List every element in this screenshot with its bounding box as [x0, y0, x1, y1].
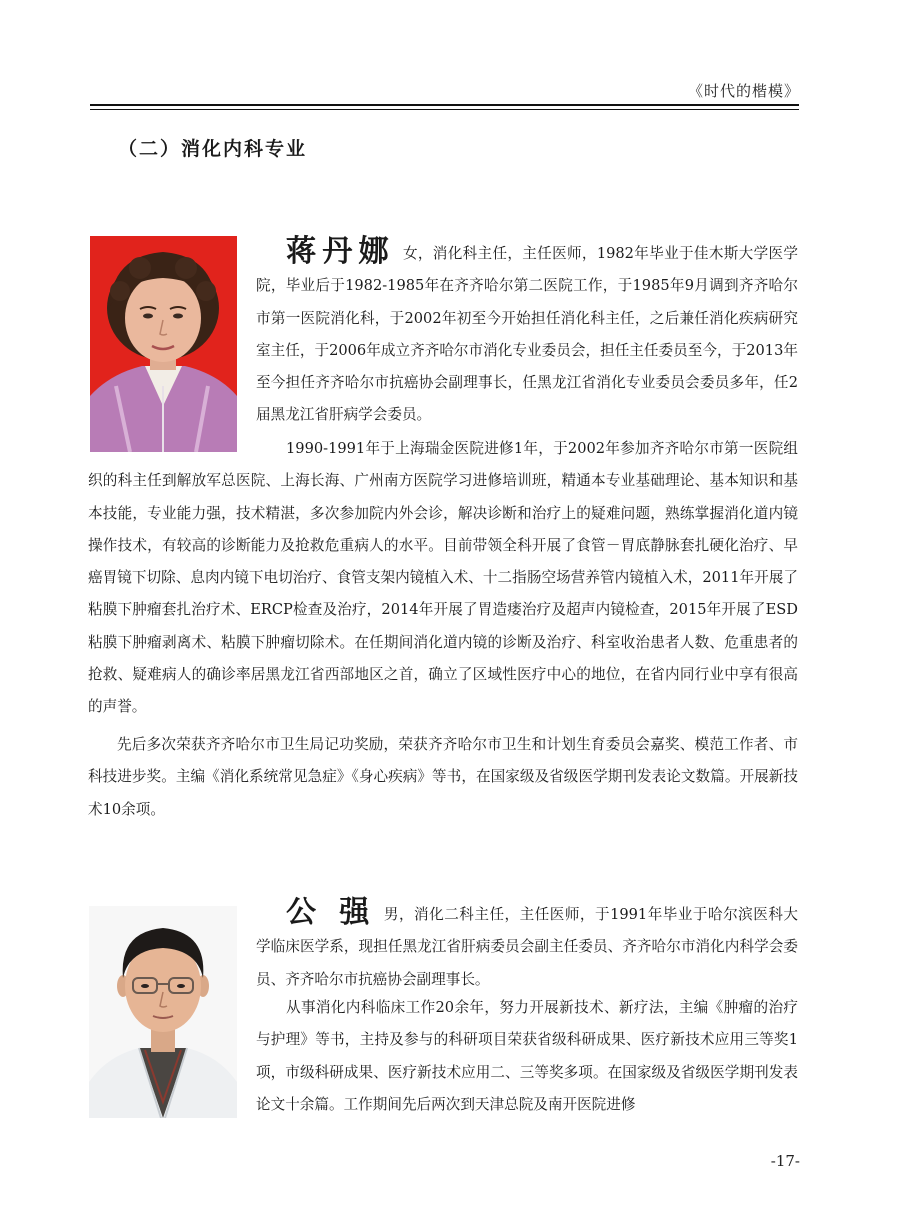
profile-1-name: 蒋丹娜	[286, 234, 395, 269]
portrait-illustration	[90, 236, 237, 452]
profile-2-paragraph-2: 从事消化内科临床工作20余年，努力开展新技术、新疗法，主编《肿瘤的治疗与护理》等书，主持及参与的科研项目荣获省级科研成果、医疗新技术应用三等奖1项，市级科研成果、医疗新技术应用二、三等奖多项。在国家级及省级医学期刊发表论文十余篇。工作期间先后两次到天津总院及南开医院进修	[256, 999, 798, 1113]
profile-1-paragraph-3: 先后多次荣获齐齐哈尔市卫生局记功奖励，荣获齐齐哈尔市卫生和计划生育委员会嘉奖、模范工作者、市科技进步奖。主编《消化系统常见急症》《身心疾病》等书，在国家级及省级医学期刊发表论文数篇。开展新技术10余项。	[88, 736, 798, 818]
running-header-title: 《时代的楷模》	[687, 82, 800, 100]
profile-2-intro-paragraph	[256, 897, 798, 996]
profile-1-intro-paragraph	[256, 236, 798, 432]
portrait-illustration	[89, 906, 237, 1118]
section-heading: （二）消化内科专业	[118, 138, 308, 160]
profile-2-intro-text: 男，消化二科主任，主任医师，于1991年毕业于哈尔滨医科大学临床医学系，现担任黑龙江省肝病委员会副主任委员、齐齐哈尔市消化内科学会委员、齐齐哈尔市抗癌协会副理事长。	[256, 906, 798, 988]
profile-1-paragraph-2: 1990-1991年于上海瑞金医院进修1年，于2002年参加齐齐哈尔市第一医院组织的科主任到解放军总医院、上海长海、广州南方医院学习进修培训班，精通本专业基础理论、基本知识和基本技能，专业能力强，技术精湛，多次参加院内外会诊，解决诊断和治疗上的疑难问题，熟练掌握消化道内镜操作技术，有较高的诊断能力及抢救危重病人的水平。目前带领全科开展了食管－胃底静脉套扎硬化治疗、早癌胃镜下切除、息肉内镜下电切治疗、食管支架内镜植入术、十二指肠空场营养管内镜植入术，2011年开展了粘膜下肿瘤套扎治疗术、ERCP检查及治疗，2014年开展了胃造瘘治疗及超声内镜检查，2015年开展了ESD粘膜下肿瘤剥离术、粘膜下肿瘤切除术。在任期间消化道内镜的诊断及治疗、科室收治患者人数、危重患者的抢救、疑难病人的确诊率居黑龙江省西部地区之首，确立了区域性医疗中心的地位，在省内同行业中享有很高的声誉。	[88, 440, 798, 716]
profile-2-name: 公 强	[286, 895, 376, 930]
profile-1-intro-text: 女，消化科主任，主任医师，1982年毕业于佳木斯大学医学院，毕业后于1982-1985年在齐齐哈尔第二医院工作，于1985年9月调到齐齐哈尔市第一医院消化科，于2002年初至今开始担任消化科主任，之后兼任消化疾病研究室主任，于2006年成立齐齐哈尔市消化专业委员会，担任主任委员至今，于2013年至今担任齐齐哈尔市抗癌协会副理事长，任黑龙江省消化专业委员会委员多年，任2届黑龙江省肝病学会委员。	[256, 245, 798, 424]
header-rule	[90, 104, 799, 110]
page-number: -17-	[770, 1152, 800, 1170]
portrait-photo-jiang-danna	[90, 236, 237, 452]
portrait-photo-gong-qiang	[89, 906, 237, 1118]
